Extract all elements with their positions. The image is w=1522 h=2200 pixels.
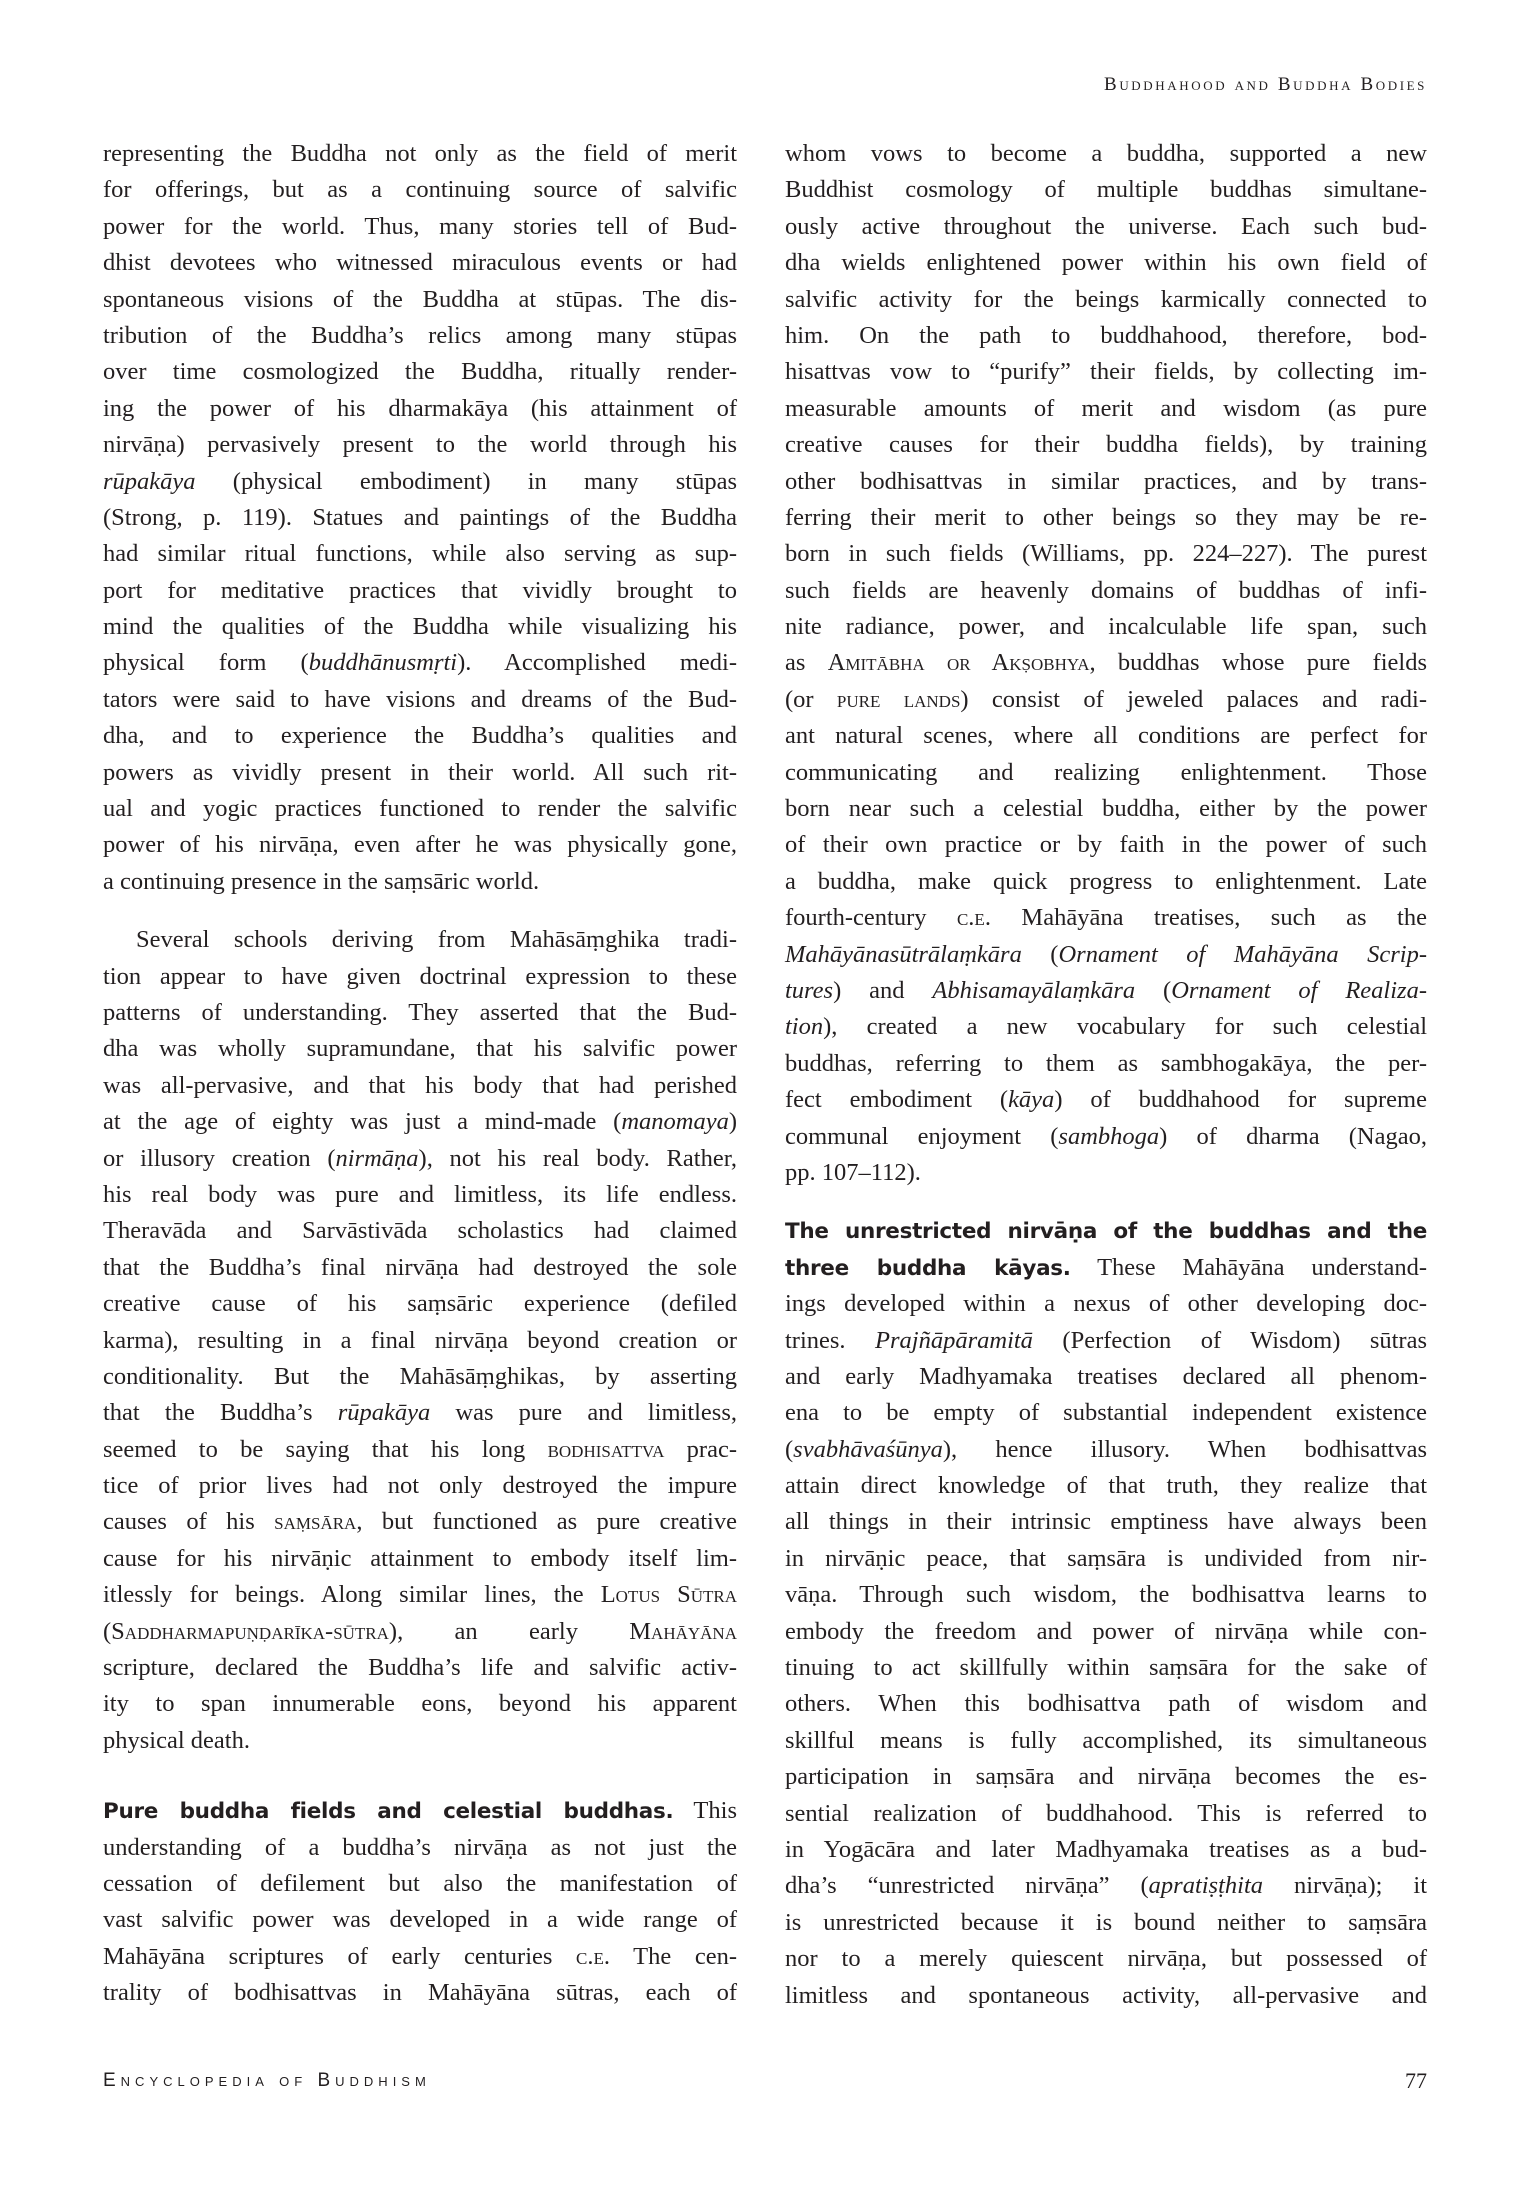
text-line: nirvāṇa) pervasively present to the world through his bbox=[103, 431, 737, 459]
text-line: power of his nirvāṇa, even after he was physically gone, bbox=[103, 831, 737, 859]
text-line: nor to a merely quiescent nirvāṇa, but possessed of bbox=[785, 1945, 1427, 1973]
text-line: ant natural scenes, where all conditions are perfect for bbox=[785, 722, 1427, 750]
text-line: at the age of eighty was just a mind-made (manomaya) bbox=[103, 1108, 737, 1136]
text-line: creative cause of his saṃsāric experience (defiled bbox=[103, 1290, 737, 1318]
text-line: in Yogācāra and later Madhyamaka treatises as a bud- bbox=[785, 1835, 1427, 1863]
text-line: salvific activity for the beings karmically connected to bbox=[785, 285, 1427, 313]
text-line: port for meditative practices that vividly brought to bbox=[103, 576, 737, 604]
text-line: ena to be empty of substantial independent existence bbox=[785, 1399, 1427, 1427]
text-line: ferring their merit to other beings so they may be re- bbox=[785, 503, 1427, 531]
text-line: Buddhist cosmology of multiple buddhas simultane- bbox=[785, 176, 1427, 204]
text-line: trines. Prajñāpāramitā (Perfection of Wisdom) sūtras bbox=[785, 1326, 1427, 1354]
text-line: conditionality. But the Mahāsāṃghikas, by asserting bbox=[103, 1362, 737, 1390]
text-line: skillful means is fully accomplished, its simultaneous bbox=[785, 1726, 1427, 1754]
text-line: ity to span innumerable eons, beyond his apparent bbox=[103, 1690, 737, 1718]
running-head: Buddhahood and Buddha Bodies bbox=[1104, 74, 1427, 95]
publication-title: Encyclopedia of Buddhism bbox=[103, 2070, 431, 2091]
text-line: rūpakāya (physical embodiment) in many stūpas bbox=[103, 467, 737, 495]
text-line: dhist devotees who witnessed miraculous events or had bbox=[103, 249, 737, 277]
left-column bbox=[103, 136, 737, 2012]
section-heading: Pure buddha fields and celestial buddhas. bbox=[103, 1799, 674, 1825]
text-line: ual and yogic practices functioned to render the salvific bbox=[103, 795, 737, 823]
text-line: embody the freedom and power of nirvāṇa while con- bbox=[785, 1617, 1427, 1645]
text-line: and early Madhyamaka treatises declared all phenom- bbox=[785, 1362, 1427, 1390]
text-line: participation in saṃsāra and nirvāṇa becomes the es- bbox=[785, 1763, 1427, 1791]
text-line: such fields are heavenly domains of buddhas of infi- bbox=[785, 576, 1427, 604]
text-line: had similar ritual functions, while also serving as sup- bbox=[103, 540, 737, 568]
section-heading: three buddha kāyas. bbox=[785, 1255, 1071, 1281]
text-line: spontaneous visions of the Buddha at stūpas. The dis- bbox=[103, 285, 737, 313]
right-column bbox=[785, 136, 1427, 2014]
text-line: understanding of a buddha’s nirvāṇa as not just the bbox=[103, 1833, 737, 1861]
text-line: cessation of defilement but also the manifestation of bbox=[103, 1869, 737, 1897]
text-line: born near such a celestial buddha, either by the power bbox=[785, 795, 1427, 823]
paragraph-gap bbox=[103, 900, 737, 922]
text-line: tice of prior lives had not only destroyed the impure bbox=[103, 1472, 737, 1500]
text-line: a continuing presence in the saṃsāric world. bbox=[103, 867, 540, 895]
text-line: attain direct knowledge of that truth, they realize that bbox=[785, 1472, 1427, 1500]
text-line: physical form (buddhānusmṛti). Accomplished medi- bbox=[103, 649, 737, 677]
page-number: 77 bbox=[1405, 2068, 1427, 2093]
text-line: dha, and to experience the Buddha’s qualities and bbox=[103, 722, 737, 750]
text-line: buddhas, referring to them as sambhogakāya, the per- bbox=[785, 1049, 1427, 1077]
text-line: creative causes for their buddha fields), by training bbox=[785, 431, 1427, 459]
text-line: causes of his saṃsāra, but functioned as pure creative bbox=[103, 1508, 737, 1536]
text-line: hisattvas vow to “purify” their fields, by collecting im- bbox=[785, 358, 1427, 386]
text-line: Mahāyāna scriptures of early centuries c.e. The cen- bbox=[103, 1942, 737, 1970]
text-line: dha’s “unrestricted nirvāṇa” (apratiṣṭhita nirvāṇa); it bbox=[785, 1872, 1428, 1900]
text-line: of their own practice or by faith in the power of such bbox=[785, 831, 1427, 859]
text-line: (svabhāvaśūnya), hence illusory. When bodhisattvas bbox=[785, 1435, 1427, 1463]
text-line: tion), created a new vocabulary for such celestial bbox=[785, 1013, 1427, 1041]
text-line: three buddha kāyas. These Mahāyāna understand- bbox=[785, 1253, 1427, 1281]
text-line: fourth-century c.e. Mahāyāna treatises, such as the bbox=[785, 904, 1427, 932]
text-line: tion appear to have given doctrinal expression to these bbox=[103, 962, 737, 990]
section-heading: The unrestricted nirvāṇa of the buddhas and the bbox=[785, 1219, 1427, 1245]
text-line: that the Buddha’s final nirvāṇa had destroyed the sole bbox=[103, 1253, 737, 1281]
text-line: other bodhisattvas in similar practices, and by trans- bbox=[785, 467, 1427, 495]
text-line: Mahāyānasūtrālaṃkāra (Ornament of Mahāyāna Scrip- bbox=[785, 940, 1427, 968]
text-line: ously active throughout the universe. Each such bud- bbox=[785, 212, 1427, 240]
text-line: sential realization of buddhahood. This is referred to bbox=[785, 1799, 1427, 1827]
paragraph-gap bbox=[103, 1759, 737, 1793]
text-line: tures) and Abhisamayālaṃkāra (Ornament of Realiza- bbox=[785, 976, 1427, 1004]
text-line: communicating and realizing enlightenment. Those bbox=[785, 758, 1427, 786]
text-line: representing the Buddha not only as the field of merit bbox=[103, 140, 737, 167]
text-line: was all-pervasive, and that his body that had perished bbox=[103, 1071, 737, 1099]
text-line: (Strong, p. 119). Statues and paintings of the Buddha bbox=[103, 503, 737, 531]
text-line: that the Buddha’s rūpakāya was pure and limitless, bbox=[103, 1399, 738, 1427]
text-line: all things in their intrinsic emptiness have always been bbox=[785, 1508, 1427, 1536]
text-line: limitless and spontaneous activity, all-pervasive and bbox=[785, 1981, 1427, 2009]
text-line: dha wields enlightened power within his own field of bbox=[785, 249, 1427, 277]
text-line: a buddha, make quick progress to enlightenment. Late bbox=[785, 867, 1427, 895]
paragraph-gap bbox=[785, 1191, 1427, 1213]
text-line: in nirvāṇic peace, that saṃsāra is undivided from nir- bbox=[785, 1544, 1427, 1572]
text-line: fect embodiment (kāya) of buddhahood for supreme bbox=[785, 1086, 1427, 1114]
text-line: as Amitābha or Akṣobhya, buddhas whose pure fields bbox=[785, 649, 1427, 677]
text-line: trality of bodhisattvas in Mahāyāna sūtras, each of bbox=[103, 1979, 737, 2007]
text-line: born in such fields (Williams, pp. 224–227). The purest bbox=[785, 540, 1427, 568]
text-line: karma), resulting in a final nirvāṇa beyond creation or bbox=[103, 1326, 737, 1354]
text-line: over time cosmologized the Buddha, ritually render- bbox=[103, 358, 737, 386]
text-line: communal enjoyment (sambhoga) of dharma (Nagao, bbox=[785, 1122, 1427, 1150]
text-line: vāṇa. Through such wisdom, the bodhisattva learns to bbox=[785, 1581, 1427, 1609]
text-line: tribution of the Buddha’s relics among many stūpas bbox=[103, 321, 737, 349]
text-line: patterns of understanding. They asserted that the Bud- bbox=[103, 998, 737, 1026]
text-line: ings developed within a nexus of other developing doc- bbox=[785, 1290, 1427, 1318]
text-line: or illusory creation (nirmāṇa), not his real body. Rather, bbox=[103, 1144, 737, 1172]
text-line: tators were said to have visions and dreams of the Bud- bbox=[103, 685, 737, 713]
text-line: whom vows to become a buddha, supported a new bbox=[785, 140, 1427, 167]
text-line: his real body was pure and limitless, its life endless. bbox=[103, 1180, 737, 1208]
text-line: measurable amounts of merit and wisdom (as pure bbox=[785, 394, 1427, 422]
text-line: tinuing to act skillfully within saṃsāra for the sake of bbox=[785, 1654, 1427, 1682]
text-line: cause for his nirvāṇic attainment to embody itself lim- bbox=[103, 1544, 737, 1572]
text-line: Pure buddha fields and celestial buddhas. This bbox=[103, 1797, 737, 1825]
text-line: seemed to be saying that his long bodhisattva prac- bbox=[103, 1435, 737, 1463]
text-line: dha was wholly supramundane, that his salvific power bbox=[103, 1035, 737, 1063]
text-line: others. When this bodhisattva path of wisdom and bbox=[785, 1690, 1427, 1718]
text-line: pp. 107–112). bbox=[785, 1158, 921, 1186]
text-line: (or pure lands) consist of jeweled palaces and radi- bbox=[785, 685, 1428, 713]
text-line: for offerings, but as a continuing source of salvific bbox=[103, 176, 737, 204]
text-line: mind the qualities of the Buddha while visualizing his bbox=[103, 613, 737, 641]
text-line: Theravāda and Sarvāstivāda scholastics had claimed bbox=[103, 1217, 737, 1245]
text-line: vast salvific power was developed in a wide range of bbox=[103, 1906, 737, 1934]
text-line: scripture, declared the Buddha’s life and salvific activ- bbox=[103, 1654, 737, 1682]
text-line: him. On the path to buddhahood, therefore, bod- bbox=[785, 321, 1427, 349]
text-line: Several schools deriving from Mahāsāṃghika tradi- bbox=[136, 926, 737, 954]
text-line: powers as vividly present in their world. All such rit- bbox=[103, 758, 737, 786]
text-line: (Saddharmapuṇḍarīka-sūtra), an early Mahāyāna bbox=[103, 1617, 737, 1645]
text-line: nite radiance, power, and incalculable life span, such bbox=[785, 613, 1427, 641]
text-line: ing the power of his dharmakāya (his attainment of bbox=[103, 394, 737, 422]
text-line: itlessly for beings. Along similar lines, the Lotus Sūtra bbox=[103, 1581, 737, 1609]
text-line bbox=[785, 1213, 1427, 1249]
text-line: physical death. bbox=[103, 1726, 250, 1754]
text-line: is unrestricted because it is bound neither to saṃsāra bbox=[785, 1908, 1427, 1936]
text-line: power for the world. Thus, many stories tell of Bud- bbox=[103, 212, 737, 240]
